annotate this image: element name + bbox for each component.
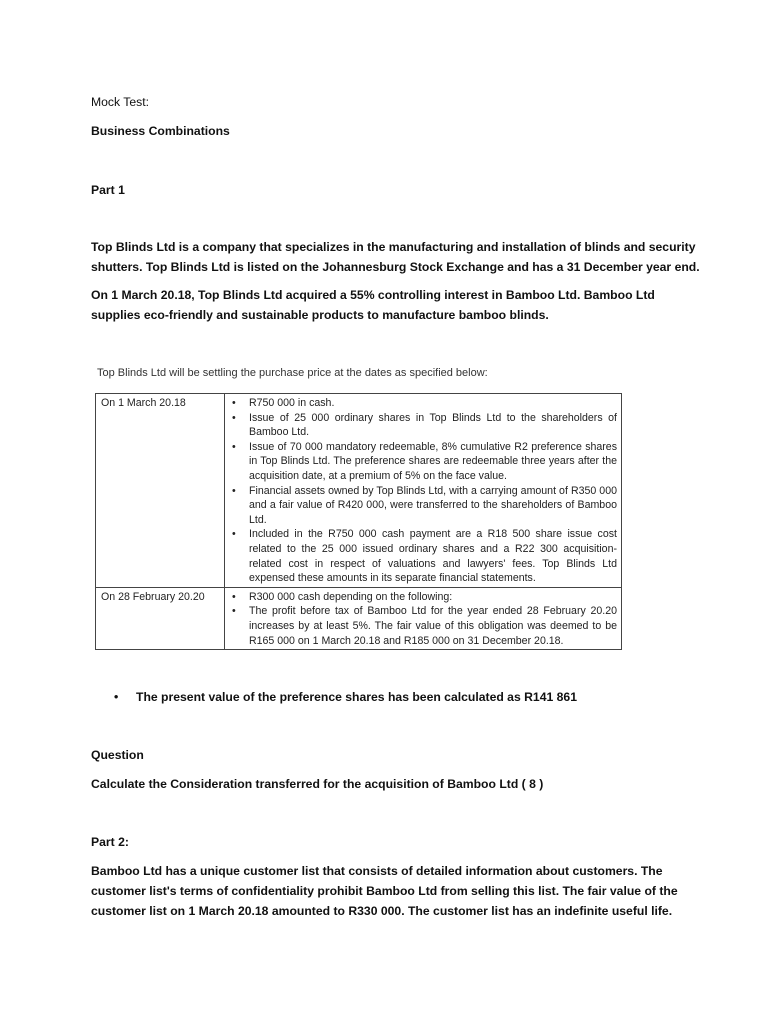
paragraph-line: Top Blinds Ltd is a company that specializes in the manufacturing and installation of blinds and security bbox=[91, 240, 696, 254]
row-date: On 1 March 20.18 bbox=[96, 394, 225, 588]
settlement-schedule-table bbox=[95, 393, 622, 650]
detail-item: • R750 000 in cash. bbox=[229, 396, 617, 411]
detail-item: • The profit before tax of Bamboo Ltd for the year ended 28 February 20.20 increases by at least 5%. The fair value of this obligation was deemed to be R165 000 on 1 March 20.18 and R185 000 on 31 December 20.18. bbox=[229, 604, 617, 648]
bullet-icon: • bbox=[114, 690, 119, 704]
paragraph-line: shutters. Top Blinds Ltd is listed on the Johannesburg Stock Exchange and has a 31 December year end. bbox=[91, 260, 700, 274]
row-details bbox=[225, 394, 622, 588]
paragraph-line: customer list on 1 March 20.18 amounted to R330 000. The customer list has an indefinite useful life. bbox=[91, 904, 673, 918]
part2-paragraph bbox=[91, 861, 678, 921]
paragraph-line: supplies eco-friendly and sustainable products to manufacture bamboo blinds. bbox=[91, 308, 549, 322]
part1-intro-paragraph bbox=[91, 237, 700, 277]
question-text: Calculate the Consideration transferred for the acquisition of Bamboo Ltd ( 8 ) bbox=[91, 777, 544, 791]
subject-heading: Business Combinations bbox=[91, 124, 230, 138]
table-caption: Top Blinds Ltd will be settling the purchase price at the dates as specified below: bbox=[97, 367, 488, 379]
detail-item: • Included in the R750 000 cash payment are a R18 500 share issue cost related to the 25 000 issued ordinary shares and a R22 300 acquisition-related cost in respect of valuations and lawyers' fees. Top Blinds Ltd expensed these amounts in its separate financial statements. bbox=[229, 527, 617, 585]
detail-item: • R300 000 cash depending on the following: bbox=[229, 590, 617, 605]
table-row bbox=[96, 587, 622, 649]
paragraph-line: Bamboo Ltd has a unique customer list that consists of detailed information about customers. The bbox=[91, 864, 663, 878]
part1-acquisition-paragraph bbox=[91, 285, 671, 325]
table-row bbox=[96, 394, 622, 588]
detail-item: • Financial assets owned by Top Blinds Ltd, with a carrying amount of R350 000 and a fair value of R420 000, were transferred to the shareholders of Bamboo Ltd. bbox=[229, 484, 617, 528]
detail-item: • Issue of 25 000 ordinary shares in Top Blinds Ltd to the shareholders of Bamboo Ltd. bbox=[229, 411, 617, 440]
row-details bbox=[225, 587, 622, 649]
mock-test-label: Mock Test: bbox=[91, 95, 150, 109]
detail-item: • Issue of 70 000 mandatory redeemable, 8% cumulative R2 preference shares in Top Blinds Ltd. The preference shares are redeemable three years after the acquisition date, at a premium of 5% on the face value. bbox=[229, 440, 617, 484]
row-date: On 28 February 20.20 bbox=[96, 587, 225, 649]
paragraph-line: customer list's terms of confidentiality prohibit Bamboo Ltd from selling this list. The fair value of the bbox=[91, 884, 678, 898]
note-text: The present value of the preference shares has been calculated as R141 861 bbox=[136, 690, 577, 704]
part1-title: Part 1 bbox=[91, 183, 125, 197]
part2-title: Part 2: bbox=[91, 835, 129, 849]
question-title: Question bbox=[91, 748, 144, 762]
paragraph-line: On 1 March 20.18, Top Blinds Ltd acquired a 55% controlling interest in Bamboo Ltd. Bamboo Ltd bbox=[91, 288, 655, 302]
